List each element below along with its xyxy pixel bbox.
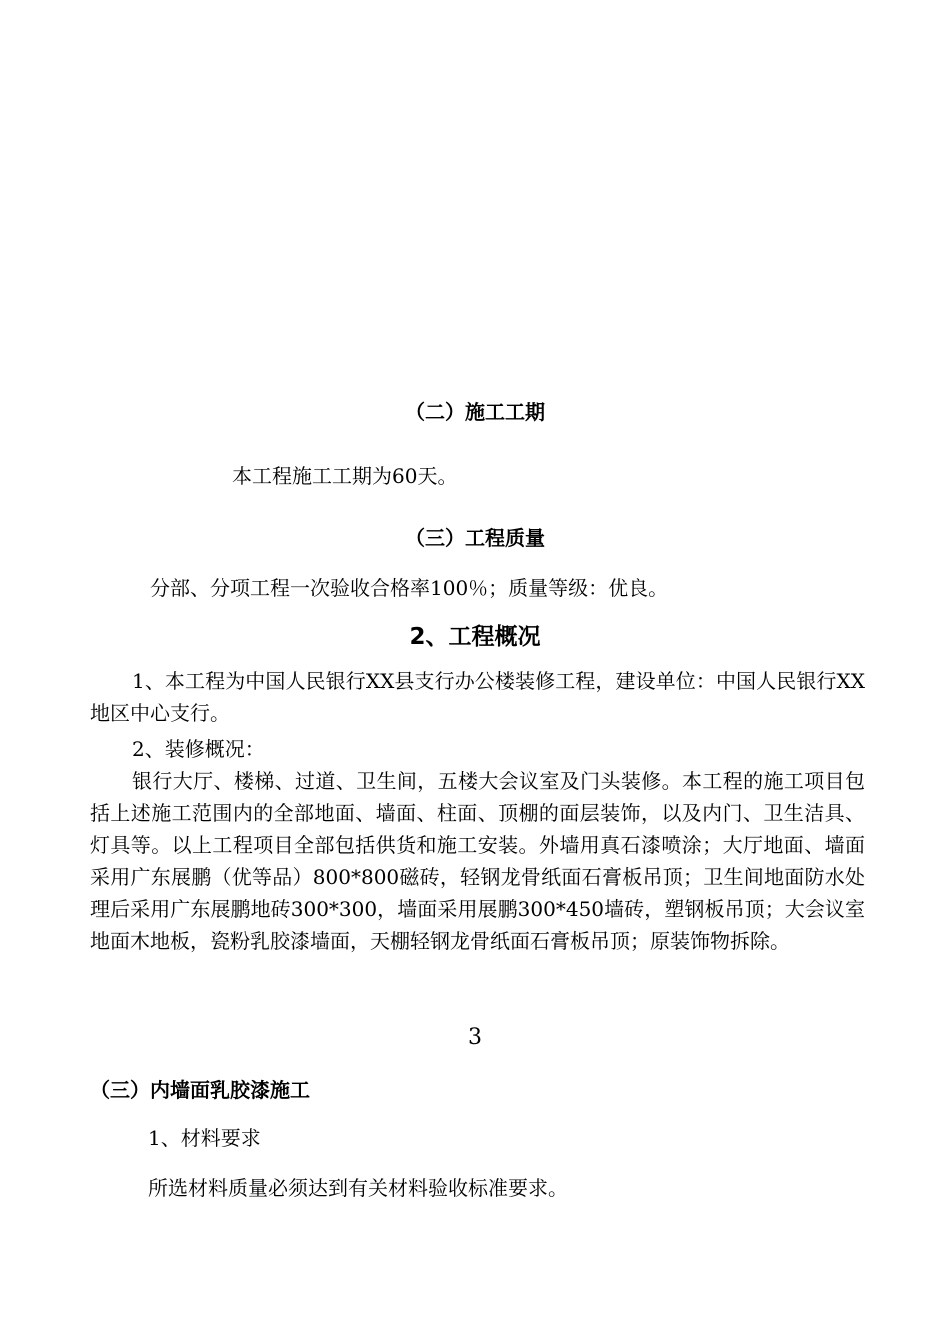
material-text: 所选材料质量必须达到有关材料验收标准要求。 [148,1176,568,1200]
quality-heading: （三）工程质量 [405,526,545,550]
overview-heading: 2、工程概况 [409,624,541,650]
page-number: 3 [468,1025,482,1050]
material-label: 1、材料要求 [148,1126,261,1150]
schedule-text: 本工程施工工期为60天。 [232,464,458,488]
overview-paragraph-3: 银行大厅、楼梯、过道、卫生间，五楼大会议室及门头装修。本工程的施工项目包括上述施工范围内的全部地面、墙面、柱面、顶棚的面层装饰，以及内门、卫生洁具、灯具等。以上工程项目全部包括供货和施工安装。外墙用真石漆喷涂；大厅地面、墙面采用广东展鹏（优等品）800*800磁砖，轻钢龙骨纸面石膏板吊顶；卫生间地面防水处理后采用广东展鹏地砖300*300，墙面采用展鹏300*450墙砖，塑钢板吊顶；大会议室地面木地板，瓷粉乳胶漆墙面，天棚轻钢龙骨纸面石膏板吊顶；原装饰物拆除。 [90,769,865,953]
paint-heading: （三）内墙面乳胶漆施工 [90,1078,310,1102]
quality-text: 分部、分项工程一次验收合格率100％；质量等级：优良。 [150,576,669,600]
schedule-heading: （二）施工工期 [405,400,545,424]
overview-paragraph-2-label: 2、装修概况： [132,737,265,761]
overview-paragraph-1: 1、本工程为中国人民银行XX县支行办公楼装修工程，建设单位：中国人民银行XX地区中心支行。 [90,669,865,725]
